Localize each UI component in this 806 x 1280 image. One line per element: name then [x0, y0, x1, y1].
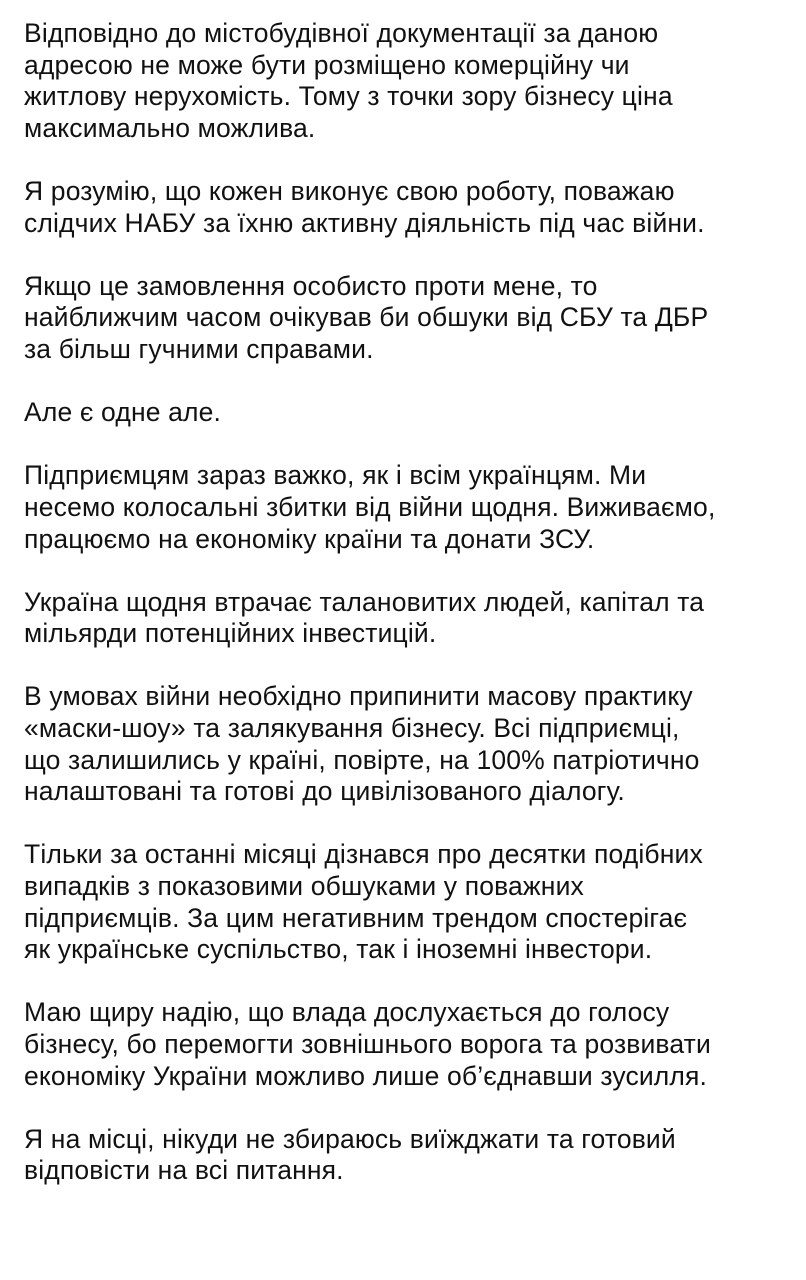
paragraph-line: за більш гучними справами. [24, 333, 374, 364]
paragraph-8 [24, 839, 794, 965]
paragraph-6 [24, 587, 794, 650]
paragraph-line: несемо колосальні збитки від війни щодня. Виживаємо, [24, 491, 716, 522]
paragraph-1 [24, 18, 794, 144]
paragraph-line: Якщо це замовлення особисто проти мене, то [24, 270, 598, 301]
paragraph-line: «маски-шоу» та залякування бізнесу. Всі підприємці, [24, 713, 680, 744]
paragraph-line: підприємців. За цим негативним трендом спостерігає [24, 902, 688, 933]
paragraph-line: Маю щиру надію, що влада дослухається до голосу [24, 997, 670, 1028]
paragraph-line: що залишились у країні, повірте, на 100% патріотично [24, 744, 700, 775]
paragraph-line: найближчим часом очікував би обшуки від СБУ та ДБР [24, 302, 709, 333]
paragraph-5 [24, 460, 794, 555]
paragraph-4 [24, 397, 794, 429]
paragraph-line: слідчих НАБУ за їхню активну діяльність під час війни. [24, 207, 705, 238]
paragraph-line: мільярди потенційних інвестицій. [24, 618, 437, 649]
paragraph-line: адресою не може бути розміщено комерційну чи [24, 49, 630, 80]
paragraph-3 [24, 271, 794, 366]
paragraph-line: випадків з показовими обшуками у поважних [24, 871, 584, 902]
paragraph-line: В умовах війни необхідно припинити масову практику [24, 681, 693, 712]
paragraph-line: максимально можлива. [24, 112, 316, 143]
paragraph-2 [24, 176, 794, 239]
paragraph-9 [24, 997, 794, 1092]
paragraph-line: працюємо на економіку країни та донати ЗСУ. [24, 523, 595, 554]
paragraph-line: Я на місці, нікуди не збираюсь виїжджати та готовий [24, 1123, 676, 1154]
paragraph-line: як українське суспільство, так і іноземні інвестори. [24, 934, 653, 965]
paragraph-line: Підприємцям зараз важко, як і всім українцям. Ми [24, 460, 647, 491]
paragraph-line: Але є одне але. [24, 397, 222, 428]
paragraph-7 [24, 681, 794, 807]
paragraph-line: Відповідно до містобудівної документації за даною [24, 18, 659, 48]
paragraph-10 [24, 1124, 794, 1187]
paragraph-line: Україна щодня втрачає талановитих людей, капітал та [24, 586, 705, 617]
post-text [24, 18, 794, 1219]
paragraph-line: Тільки за останні місяці дізнався про десятки подібних [24, 839, 703, 870]
paragraph-line: економіку України можливо лише об’єднавши зусилля. [24, 1060, 708, 1091]
paragraph-line: житлову нерухомість. Тому з точки зору бізнесу ціна [24, 81, 673, 112]
paragraph-line: бізнесу, бо перемогти зовнішнього ворога та розвивати [24, 1029, 711, 1059]
paragraph-line: відповісти на всі питання. [24, 1155, 344, 1186]
paragraph-line: Я розумію, що кожен виконує свою роботу, поважаю [24, 175, 675, 206]
paragraph-line: налаштовані та готові до цивілізованого діалогу. [24, 776, 625, 807]
